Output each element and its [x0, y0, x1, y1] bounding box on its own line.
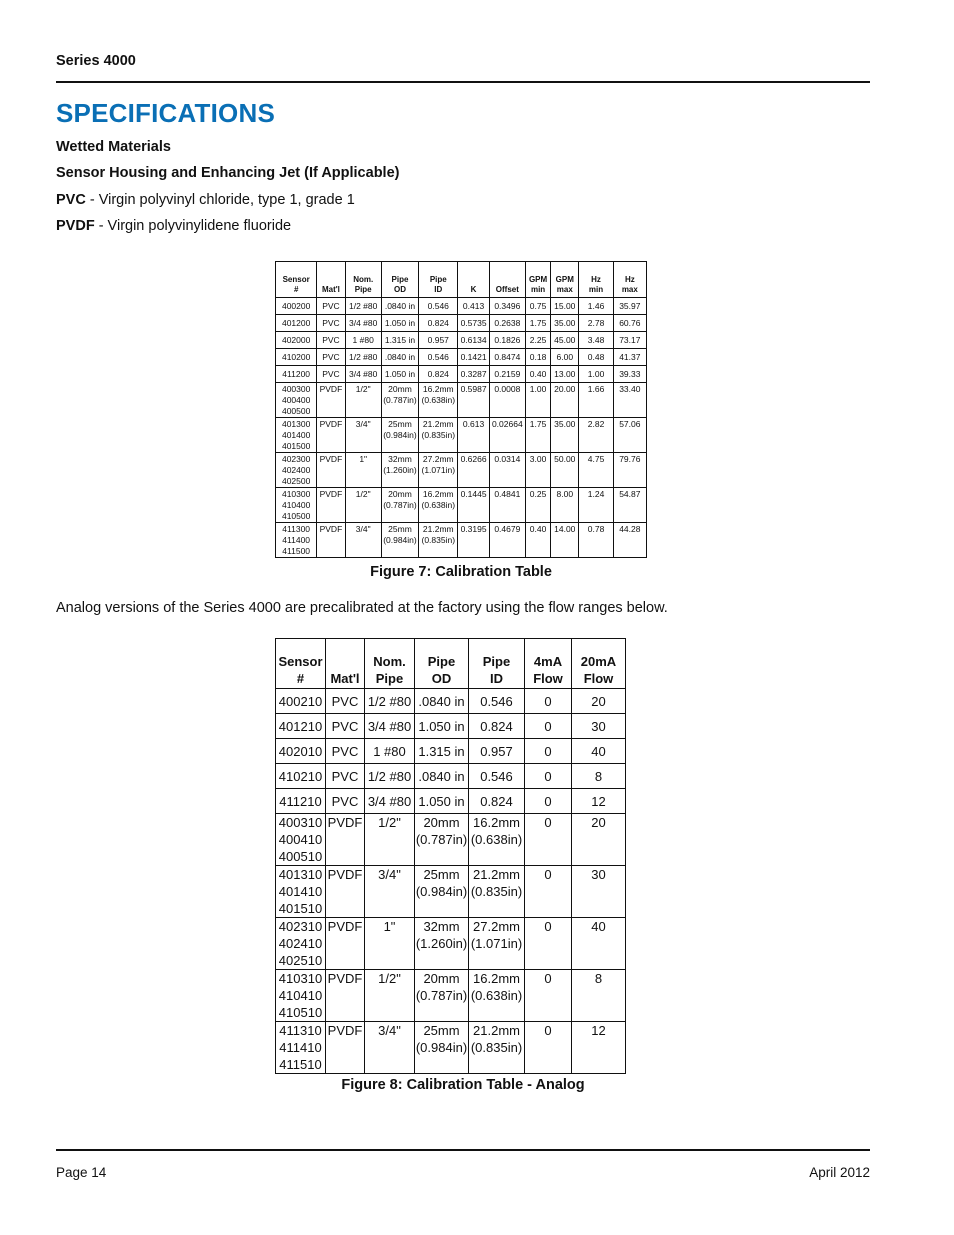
table-cell: 0.546 — [469, 764, 525, 789]
table-cell: 1.315 in — [381, 332, 418, 349]
table-cell: PVDF — [326, 970, 365, 1022]
pvc-label: PVC — [56, 192, 86, 208]
table-cell: 0 — [525, 970, 572, 1022]
table-cell: 1/2" — [365, 970, 415, 1022]
table-cell: 0.6134 — [458, 332, 489, 349]
table-cell: 57.06 — [613, 418, 646, 453]
analog-description: Analog versions of the Series 4000 are precalibrated at the factory using the flow ranges below. — [56, 600, 668, 616]
table-cell: 402010 — [276, 739, 326, 764]
table-cell: 2.82 — [579, 418, 613, 453]
table-row — [276, 970, 626, 1022]
table-cell: 21.2mm (0.835in) — [469, 1022, 525, 1074]
table-cell: 1 #80 — [365, 739, 415, 764]
table-cell: 0.2159 — [489, 366, 525, 383]
series-header: Series 4000 — [56, 53, 136, 69]
column-header: Hz max — [613, 262, 646, 298]
table-cell: 8.00 — [551, 488, 579, 523]
table-cell: 3/4 #80 — [345, 366, 381, 383]
table-cell: 20mm (0.787in) — [381, 488, 418, 523]
table-cell: 1.75 — [525, 315, 550, 332]
table-cell: 402310 402410 402510 — [276, 918, 326, 970]
table-cell: 1" — [345, 453, 381, 488]
table-cell: 1.315 in — [415, 739, 469, 764]
table-cell: 0.0008 — [489, 383, 525, 418]
table-cell: 1.75 — [525, 418, 550, 453]
table-cell: 3/4" — [365, 866, 415, 918]
table-cell: 12 — [572, 1022, 626, 1074]
table-cell: 401310 401410 401510 — [276, 866, 326, 918]
table-row — [276, 349, 647, 366]
table-cell: 0.957 — [419, 332, 458, 349]
footer-date: April 2012 — [809, 1165, 870, 1180]
table-cell: 0.3287 — [458, 366, 489, 383]
table-cell: 400210 — [276, 689, 326, 714]
table-cell: 1/2 #80 — [365, 764, 415, 789]
table-cell: 1/2" — [365, 814, 415, 866]
table-cell: PVC — [326, 689, 365, 714]
table-cell: 0.824 — [419, 366, 458, 383]
column-header: GPM max — [551, 262, 579, 298]
footer-rule — [56, 1149, 870, 1151]
table-cell: 3/4" — [345, 523, 381, 558]
table-cell: 44.28 — [613, 523, 646, 558]
table-cell: PVC — [326, 789, 365, 814]
column-header: Mat'l — [326, 639, 365, 689]
table-row — [276, 383, 647, 418]
table-cell: 14.00 — [551, 523, 579, 558]
table-cell: 25mm (0.984in) — [381, 523, 418, 558]
table-cell: 39.33 — [613, 366, 646, 383]
table-cell: 0 — [525, 1022, 572, 1074]
table-cell: PVC — [317, 298, 345, 315]
table-cell: 1/2 #80 — [365, 689, 415, 714]
table-cell: 0.02664 — [489, 418, 525, 453]
table-cell: 50.00 — [551, 453, 579, 488]
table-cell: 1" — [365, 918, 415, 970]
table-cell: PVDF — [317, 523, 345, 558]
table-cell: 60.76 — [613, 315, 646, 332]
table-cell: 0.824 — [469, 714, 525, 739]
table-cell: 20mm (0.787in) — [415, 970, 469, 1022]
table-cell: 401200 — [276, 315, 317, 332]
table-cell: 20mm (0.787in) — [381, 383, 418, 418]
table-cell: 0.546 — [419, 349, 458, 366]
table-cell: 16.2mm (0.638in) — [469, 814, 525, 866]
table-cell: 400200 — [276, 298, 317, 315]
table-row — [276, 814, 626, 866]
table-cell: 8 — [572, 764, 626, 789]
column-header: Pipe ID — [469, 639, 525, 689]
table-cell: 16.2mm (0.638in) — [419, 488, 458, 523]
column-header: Pipe ID — [419, 262, 458, 298]
table-cell: 1 #80 — [345, 332, 381, 349]
table-row — [276, 332, 647, 349]
table-cell: 1.050 in — [415, 789, 469, 814]
column-header: GPM min — [525, 262, 550, 298]
pvdf-label: PVDF — [56, 218, 95, 234]
table-cell: 16.2mm (0.638in) — [469, 970, 525, 1022]
table-cell: 13.00 — [551, 366, 579, 383]
table-cell: 0.18 — [525, 349, 550, 366]
table-cell: 402000 — [276, 332, 317, 349]
column-header: Hz min — [579, 262, 613, 298]
table-cell: PVC — [317, 349, 345, 366]
table-cell: 41.37 — [613, 349, 646, 366]
table-cell: 0.6266 — [458, 453, 489, 488]
table-cell: 0.25 — [525, 488, 550, 523]
table-row — [276, 523, 647, 558]
table-cell: 21.2mm (0.835in) — [419, 418, 458, 453]
table-cell: 0.824 — [419, 315, 458, 332]
table-cell: 402300 402400 402500 — [276, 453, 317, 488]
table-cell: 0.2638 — [489, 315, 525, 332]
table-cell: 410310 410410 410510 — [276, 970, 326, 1022]
table-cell: 20mm (0.787in) — [415, 814, 469, 866]
table-cell: 3.00 — [525, 453, 550, 488]
table-cell: PVC — [326, 739, 365, 764]
table-cell: 400310 400410 400510 — [276, 814, 326, 866]
table-cell: PVDF — [317, 488, 345, 523]
table-row — [276, 366, 647, 383]
column-header: Mat'l — [317, 262, 345, 298]
table-cell: 12 — [572, 789, 626, 814]
column-header: Nom. Pipe — [345, 262, 381, 298]
table-cell: 0 — [525, 739, 572, 764]
table-cell: .0840 in — [415, 689, 469, 714]
calibration-table-header — [276, 262, 647, 298]
table-cell: 25mm (0.984in) — [381, 418, 418, 453]
table-cell: PVC — [326, 714, 365, 739]
table-cell: 73.17 — [613, 332, 646, 349]
table-row — [276, 918, 626, 970]
column-header: Pipe OD — [415, 639, 469, 689]
table-cell: 1.24 — [579, 488, 613, 523]
table-row — [276, 866, 626, 918]
table-cell: 35.97 — [613, 298, 646, 315]
table-cell: 0 — [525, 714, 572, 739]
table-cell: 2.25 — [525, 332, 550, 349]
table-cell: 411210 — [276, 789, 326, 814]
column-header: Nom. Pipe — [365, 639, 415, 689]
table-cell: 3/4 #80 — [365, 714, 415, 739]
table-cell: 411200 — [276, 366, 317, 383]
figure-8-caption: Figure 8: Calibration Table - Analog — [341, 1077, 585, 1093]
table-cell: 0.78 — [579, 523, 613, 558]
table-cell: 1/2 #80 — [345, 349, 381, 366]
table-cell: 20.00 — [551, 383, 579, 418]
column-header: Sensor # — [276, 262, 317, 298]
table-cell: 8 — [572, 970, 626, 1022]
table-cell: PVDF — [326, 866, 365, 918]
table-cell: .0840 in — [415, 764, 469, 789]
table-cell: 30 — [572, 866, 626, 918]
table-cell: 3/4 #80 — [365, 789, 415, 814]
table-cell: 35.00 — [551, 315, 579, 332]
figure-7-caption: Figure 7: Calibration Table — [370, 564, 552, 580]
table-row — [276, 418, 647, 453]
table-cell: 21.2mm (0.835in) — [419, 523, 458, 558]
table-cell: 0.546 — [419, 298, 458, 315]
column-header: Pipe OD — [381, 262, 418, 298]
table-cell: 0.40 — [525, 366, 550, 383]
table-cell: 0 — [525, 866, 572, 918]
table-cell: 0.1421 — [458, 349, 489, 366]
table-cell: 27.2mm (1.071in) — [469, 918, 525, 970]
table-cell: 411300 411400 411500 — [276, 523, 317, 558]
table-cell: 0.824 — [469, 789, 525, 814]
table-cell: 20 — [572, 814, 626, 866]
table-cell: PVDF — [326, 918, 365, 970]
table-cell: PVC — [326, 764, 365, 789]
table-cell: 0.5987 — [458, 383, 489, 418]
table-cell: 0 — [525, 814, 572, 866]
sensor-housing-heading: Sensor Housing and Enhancing Jet (If Applicable) — [56, 165, 400, 181]
table-cell: 16.2mm (0.638in) — [419, 383, 458, 418]
table-cell: 1/2" — [345, 383, 381, 418]
table-cell: 0.4679 — [489, 523, 525, 558]
column-header: Offset — [489, 262, 525, 298]
table-cell: 400300 400400 400500 — [276, 383, 317, 418]
table-cell: 33.40 — [613, 383, 646, 418]
table-cell: 0.1826 — [489, 332, 525, 349]
table-cell: 0.413 — [458, 298, 489, 315]
table-cell: 4.75 — [579, 453, 613, 488]
table-row — [276, 739, 626, 764]
table-cell: 1.050 in — [415, 714, 469, 739]
table-cell: 1.66 — [579, 383, 613, 418]
table-cell: 1.050 in — [381, 315, 418, 332]
table-cell: 25mm (0.984in) — [415, 866, 469, 918]
table-cell: 0.3496 — [489, 298, 525, 315]
table-cell: .0840 in — [381, 349, 418, 366]
table-cell: 0.4841 — [489, 488, 525, 523]
table-row — [276, 1022, 626, 1074]
wetted-materials-heading: Wetted Materials — [56, 139, 171, 155]
table-cell: 0.613 — [458, 418, 489, 453]
table-cell: PVDF — [317, 418, 345, 453]
table-cell: 40 — [572, 739, 626, 764]
table-cell: 410300 410400 410500 — [276, 488, 317, 523]
table-cell: 0.957 — [469, 739, 525, 764]
table-cell: 1.46 — [579, 298, 613, 315]
table-cell: 1.00 — [525, 383, 550, 418]
table-cell: 79.76 — [613, 453, 646, 488]
column-header: K — [458, 262, 489, 298]
column-header: 20mA Flow — [572, 639, 626, 689]
table-cell: 2.78 — [579, 315, 613, 332]
table-cell: 411310 411410 411510 — [276, 1022, 326, 1074]
table-cell: 1/2 #80 — [345, 298, 381, 315]
analog-table-header — [276, 639, 626, 689]
table-cell: 0.40 — [525, 523, 550, 558]
pvc-line — [56, 192, 355, 208]
table-cell: 401210 — [276, 714, 326, 739]
pvdf-line — [56, 218, 291, 234]
table-cell: 3/4 #80 — [345, 315, 381, 332]
table-cell: 20 — [572, 689, 626, 714]
table-cell: 6.00 — [551, 349, 579, 366]
header-rule — [56, 81, 870, 83]
table-cell: 32mm (1.260in) — [381, 453, 418, 488]
table-cell: 0.48 — [579, 349, 613, 366]
table-cell: 0.1445 — [458, 488, 489, 523]
page-title: SPECIFICATIONS — [56, 98, 276, 128]
table-cell: 30 — [572, 714, 626, 739]
table-cell: 0 — [525, 764, 572, 789]
table-row — [276, 689, 626, 714]
table-cell: 1.00 — [579, 366, 613, 383]
table-cell: 0 — [525, 789, 572, 814]
table-cell: 0 — [525, 689, 572, 714]
table-row — [276, 453, 647, 488]
table-cell: 27.2mm (1.071in) — [419, 453, 458, 488]
table-cell: 15.00 — [551, 298, 579, 315]
column-header: 4mA Flow — [525, 639, 572, 689]
pvdf-description: - Virgin polyvinylidene fluoride — [94, 218, 292, 234]
table-cell: 21.2mm (0.835in) — [469, 866, 525, 918]
table-cell: 54.87 — [613, 488, 646, 523]
table-cell: PVC — [317, 315, 345, 332]
table-cell: 410200 — [276, 349, 317, 366]
table-cell: 0.0314 — [489, 453, 525, 488]
table-cell: 0.5735 — [458, 315, 489, 332]
table-cell: 1/2" — [345, 488, 381, 523]
table-row — [276, 789, 626, 814]
table-cell: 35.00 — [551, 418, 579, 453]
table-cell: 0.546 — [469, 689, 525, 714]
table-cell: 0.8474 — [489, 349, 525, 366]
calibration-table — [275, 261, 647, 558]
table-cell: 3/4" — [365, 1022, 415, 1074]
table-cell: 401300 401400 401500 — [276, 418, 317, 453]
table-cell: 25mm (0.984in) — [415, 1022, 469, 1074]
table-row — [276, 488, 647, 523]
column-header: Sensor # — [276, 639, 326, 689]
table-cell: 0.3195 — [458, 523, 489, 558]
table-row — [276, 764, 626, 789]
table-cell: PVC — [317, 366, 345, 383]
pvc-description: - Virgin polyvinyl chloride, type 1, grade 1 — [85, 192, 355, 208]
table-cell: 45.00 — [551, 332, 579, 349]
table-cell: PVDF — [317, 383, 345, 418]
table-cell: 410210 — [276, 764, 326, 789]
table-cell: 40 — [572, 918, 626, 970]
page-number: Page 14 — [56, 1165, 107, 1180]
analog-calibration-table — [275, 638, 626, 1074]
table-cell: 0 — [525, 918, 572, 970]
table-cell: 0.75 — [525, 298, 550, 315]
table-cell: PVDF — [317, 453, 345, 488]
table-cell: PVC — [317, 332, 345, 349]
table-row — [276, 714, 626, 739]
table-cell: PVDF — [326, 814, 365, 866]
table-cell: PVDF — [326, 1022, 365, 1074]
table-cell: 1.050 in — [381, 366, 418, 383]
table-cell: 3.48 — [579, 332, 613, 349]
table-cell: .0840 in — [381, 298, 418, 315]
table-row — [276, 315, 647, 332]
table-row — [276, 298, 647, 315]
table-cell: 3/4" — [345, 418, 381, 453]
table-cell: 32mm (1.260in) — [415, 918, 469, 970]
